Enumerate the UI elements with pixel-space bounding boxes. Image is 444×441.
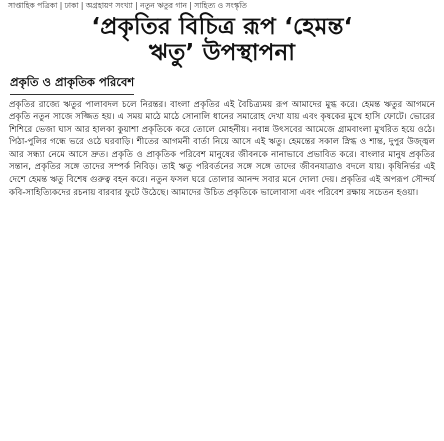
title-line-1: ‘প্রকৃতির বিচিত্র রূপ ‘হেমন্ত‘ [91,14,353,40]
title-line-2: ঋতু’ উপস্থাপনা [148,39,296,66]
article-body [9,99,435,200]
article-title [0,15,444,67]
body-paragraph: প্রকৃতির রাজ্যে ঋতুর পালাবদল চলে নিরন্তর। বাংলা প্রকৃতির এই বৈচিত্র্যময় রূপ আমাদের মুগ্ধ করে। হেমন্ত ঋতুর আগমনে প্রকৃতি নতুন সাজে সজ্জিত হয়। এ সময় মাঠে মাঠে সোনালি ধানের সমারোহ দেখা যায় এবং কৃষকের মুখে হাসি ফোটে। ভোরের শিশিরে ভেজা ঘাস আর হালকা কুয়াশা প্রকৃতিকে করে তোলে মোহনীয়। নবান্ন উৎসবের আমেজে গ্রামবাংলা মুখরিত হয়ে ওঠে। পিঠা-পুলির গন্ধে ভরে ওঠে ঘরবাড়ি। শীতের আগমনী বার্তা নিয়ে আসে এই ঋতু। হেমন্তের সকাল স্নিগ্ধ ও শান্ত, দুপুর উজ্জ্বল আর সন্ধ্যা নেমে আসে দ্রুত। প্রকৃতি ও প্রাকৃতিক পরিবেশ মানুষের জীবনকে নানাভাবে প্রভাবিত করে। বাংলার মানুষ প্রকৃতির সন্তান, প্রকৃতির সঙ্গে তাদের সম্পর্ক নিবিড়। তাই ঋতু পরিবর্তনের সঙ্গে সঙ্গে তাদের জীবনযাত্রাও বদলে যায়। কৃষিনির্ভর এই দেশে হেমন্ত ঋতু বিশেষ গুরুত্ব বহন করে। নতুন ফসল ঘরে তোলার আনন্দ সবার মনে দোলা দেয়। প্রকৃতির এই অপরূপ সৌন্দর্য কবি-সাহিত্যিকদের রচনায় বারবার ফুটে উঠেছে। আমাদের উচিত প্রকৃতিকে ভালোবাসা এবং পরিবেশ রক্ষায় সচেতন হওয়া। [9,99,435,198]
section-heading: প্রকৃতি ও প্রাকৃতিক পরিবেশ [10,74,134,95]
header-strip: সাপ্তাহিক পত্রিকা | ঢাকা | অগ্রহায়ণ সংখ্যা | নতুন ঋতুর গান | সাহিত্য ও সংস্কৃতি [8,1,247,10]
